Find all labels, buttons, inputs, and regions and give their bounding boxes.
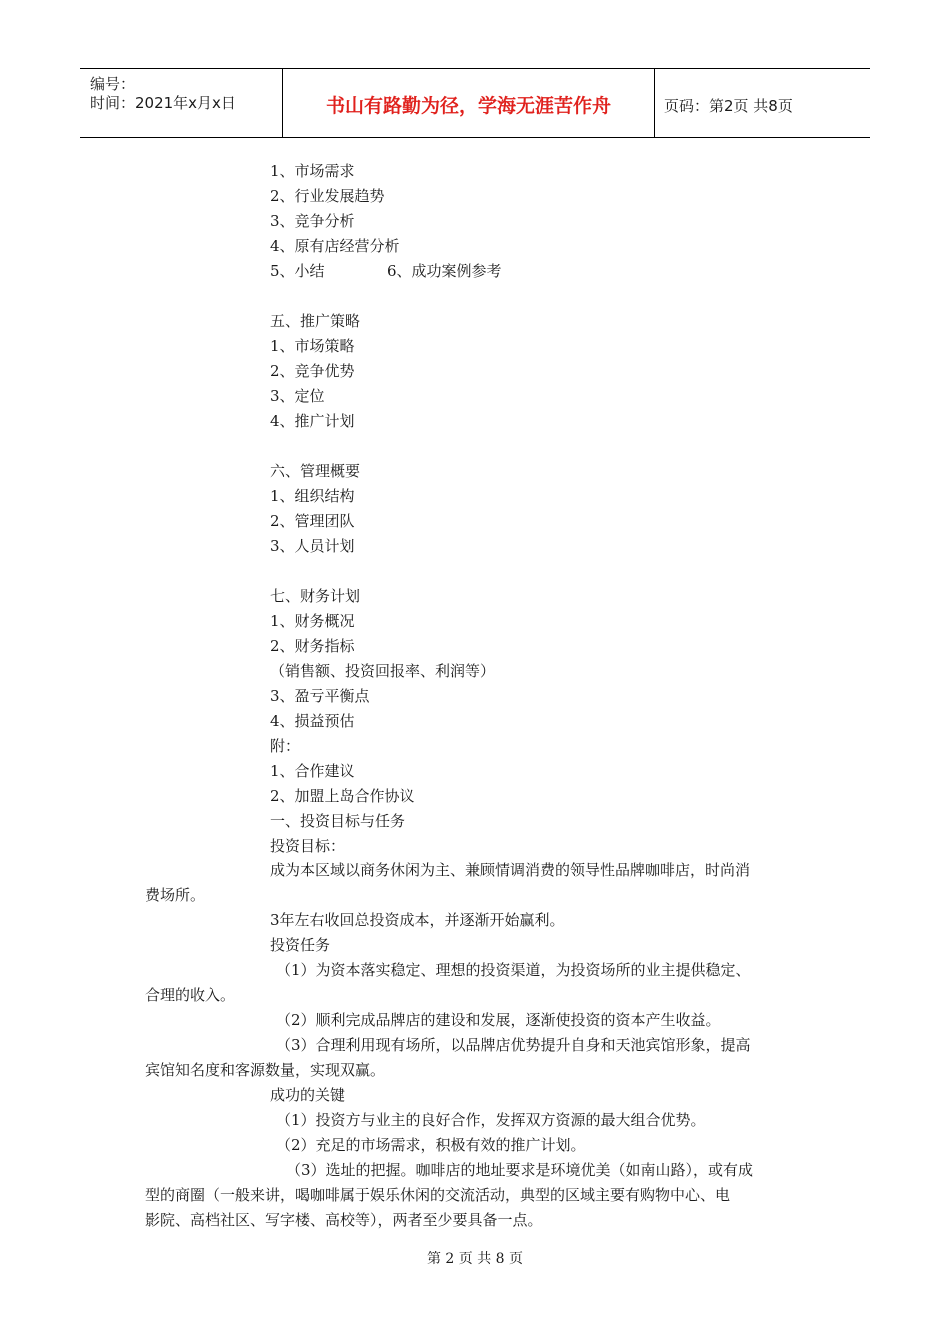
header-right-cell bbox=[655, 69, 870, 137]
paragraph-line: 影院、高档社区、写字楼、高校等），两者至少要具备一点。 bbox=[145, 1211, 543, 1229]
text-line: 1、市场策略 bbox=[270, 337, 355, 355]
paragraph-line: 型的商圈（一般来讲，喝咖啡属于娱乐休闲的交流活动，典型的区域主要有购物中心、电 bbox=[145, 1186, 731, 1204]
text-line: 1、组织结构 bbox=[270, 487, 355, 505]
text-line: 2、管理团队 bbox=[270, 512, 355, 530]
text-line: 2、财务指标 bbox=[270, 637, 355, 655]
text-line: 5、小结 bbox=[270, 262, 325, 280]
text-line: （销售额、投资回报率、利润等） bbox=[270, 662, 496, 680]
text-line: 3、盈亏平衡点 bbox=[270, 687, 370, 705]
text-line: 4、损益预估 bbox=[270, 712, 355, 730]
paragraph-line: 成为本区域以商务休闲为主、兼顾情调消费的领导性品牌咖啡店，时尚消 bbox=[270, 861, 751, 879]
paragraph-line: （1）投资方与业主的良好合作，发挥双方资源的最大组合优势。 bbox=[276, 1111, 706, 1129]
text-line: 附： bbox=[270, 737, 301, 755]
text-line: 3、定位 bbox=[270, 387, 325, 405]
header-middle-cell bbox=[283, 69, 655, 137]
number-label: 编号： bbox=[90, 75, 136, 93]
page-number-label: 页码：第2页 共8页 bbox=[664, 97, 793, 115]
text-line: 6、成功案例参考 bbox=[387, 262, 502, 280]
header-left-cell bbox=[80, 69, 283, 137]
text-line: 1、财务概况 bbox=[270, 612, 355, 630]
text-line: 4、原有店经营分析 bbox=[270, 237, 400, 255]
paragraph-line: （2）顺利完成品牌店的建设和发展，逐渐使投资的资本产生收益。 bbox=[276, 1011, 721, 1029]
text-line: 2、行业发展趋势 bbox=[270, 187, 385, 205]
text-line: 1、市场需求 bbox=[270, 162, 355, 180]
paragraph-line: 3年左右收回总投资成本，并逐渐开始赢利。 bbox=[270, 911, 565, 929]
text-line: 4、推广计划 bbox=[270, 412, 355, 430]
page-header bbox=[80, 68, 870, 138]
text-line: 2、竞争优势 bbox=[270, 362, 355, 380]
paragraph-line: 宾馆知名度和客源数量，实现双赢。 bbox=[145, 1061, 386, 1079]
time-label: 时间：2021年x月x日 bbox=[90, 94, 236, 112]
paragraph-line: 费场所。 bbox=[145, 886, 206, 904]
text-line: 3、人员计划 bbox=[270, 537, 355, 555]
section-heading: 六、管理概要 bbox=[270, 462, 361, 480]
text-line: 投资目标： bbox=[270, 837, 346, 855]
text-line: 成功的关键 bbox=[270, 1086, 346, 1104]
text-line: 投资任务 bbox=[270, 936, 331, 954]
section-heading: 一、投资目标与任务 bbox=[270, 812, 406, 830]
paragraph-line: （2）充足的市场需求，积极有效的推广计划。 bbox=[276, 1136, 586, 1154]
text-line: 1、合作建议 bbox=[270, 762, 355, 780]
paragraph-line: 合理的收入。 bbox=[145, 986, 236, 1004]
text-line: 3、竞争分析 bbox=[270, 212, 355, 230]
paragraph-line: （3）合理利用现有场所，以品牌店优势提升自身和天池宾馆形象，提高 bbox=[276, 1036, 751, 1054]
section-heading: 七、财务计划 bbox=[270, 587, 361, 605]
paragraph-line: （3）选址的把握。咖啡店的地址要求是环境优美（如南山路），或有成 bbox=[286, 1161, 754, 1179]
paragraph-line: （1）为资本落实稳定、理想的投资渠道，为投资场所的业主提供稳定、 bbox=[276, 961, 751, 979]
text-line: 2、加盟上岛合作协议 bbox=[270, 787, 415, 805]
section-heading: 五、推广策略 bbox=[270, 312, 361, 330]
page-footer: 第 2 页 共 8 页 bbox=[426, 1251, 524, 1267]
motto-text: 书山有路勤为径，学海无涯苦作舟 bbox=[325, 95, 611, 117]
